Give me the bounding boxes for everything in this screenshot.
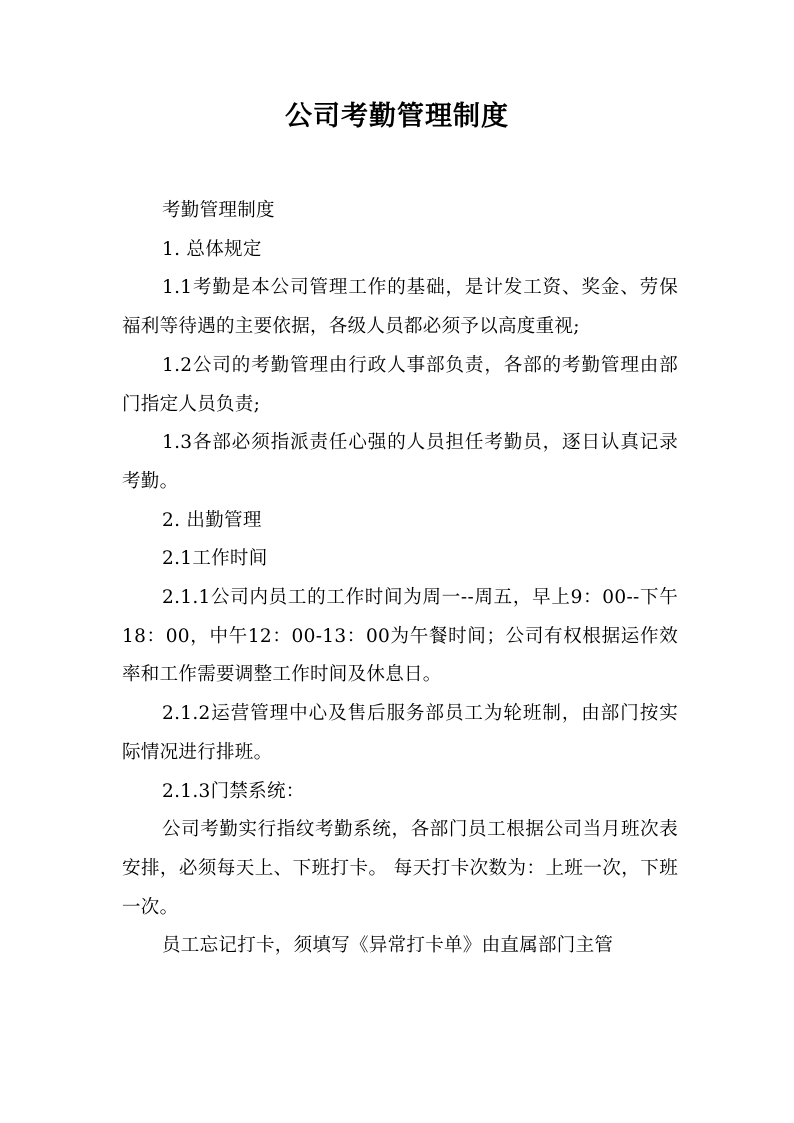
clause-2-1-3: 2.1.3门禁系统： bbox=[162, 780, 305, 802]
clause-2-1-1: 2.1.1公司内员工的工作时间为周一--周五，早上9：00--下午18：00，中午12：00-13：00为午餐时间；公司有权根据运作效率和工作需要调整工作时间及休息日。 bbox=[122, 587, 678, 686]
clause-2-1-3-detail: 公司考勤实行指纹考勤系统，各部门员工根据公司当月班次表安排，必须每天上、下班打卡。 每天打卡次数为：上班一次，下班一次。 bbox=[122, 819, 678, 918]
document-title: 公司考勤管理制度 bbox=[285, 101, 509, 132]
document-body bbox=[122, 192, 678, 966]
paragraph-heading: 考勤管理制度 bbox=[162, 200, 275, 221]
clause-2-1-2: 2.1.2运营管理中心及售后服务部员工为轮班制，由部门按实际情况进行排班。 bbox=[122, 703, 678, 763]
clause-1-1: 1.1考勤是本公司管理工作的基础，是计发工资、奖金、劳保福利等待遇的主要依据，各级人员都必须予以高度重视; bbox=[122, 277, 678, 338]
section-2-heading: 2. 出勤管理 bbox=[162, 509, 262, 531]
clause-1-2: 1.2公司的考勤管理由行政人事部负责，各部的考勤管理由部门指定人员负责; bbox=[122, 354, 678, 415]
clause-2-1: 2.1工作时间 bbox=[162, 548, 268, 570]
clause-2-1-3-note: 员工忘记打卡，须填写《异常打卡单》由直属部门主管 bbox=[162, 935, 614, 957]
section-1-heading: 1. 总体规定 bbox=[162, 238, 262, 260]
clause-1-3: 1.3各部必须指派责任心强的人员担任考勤员，逐日认真记录考勤。 bbox=[122, 432, 678, 492]
